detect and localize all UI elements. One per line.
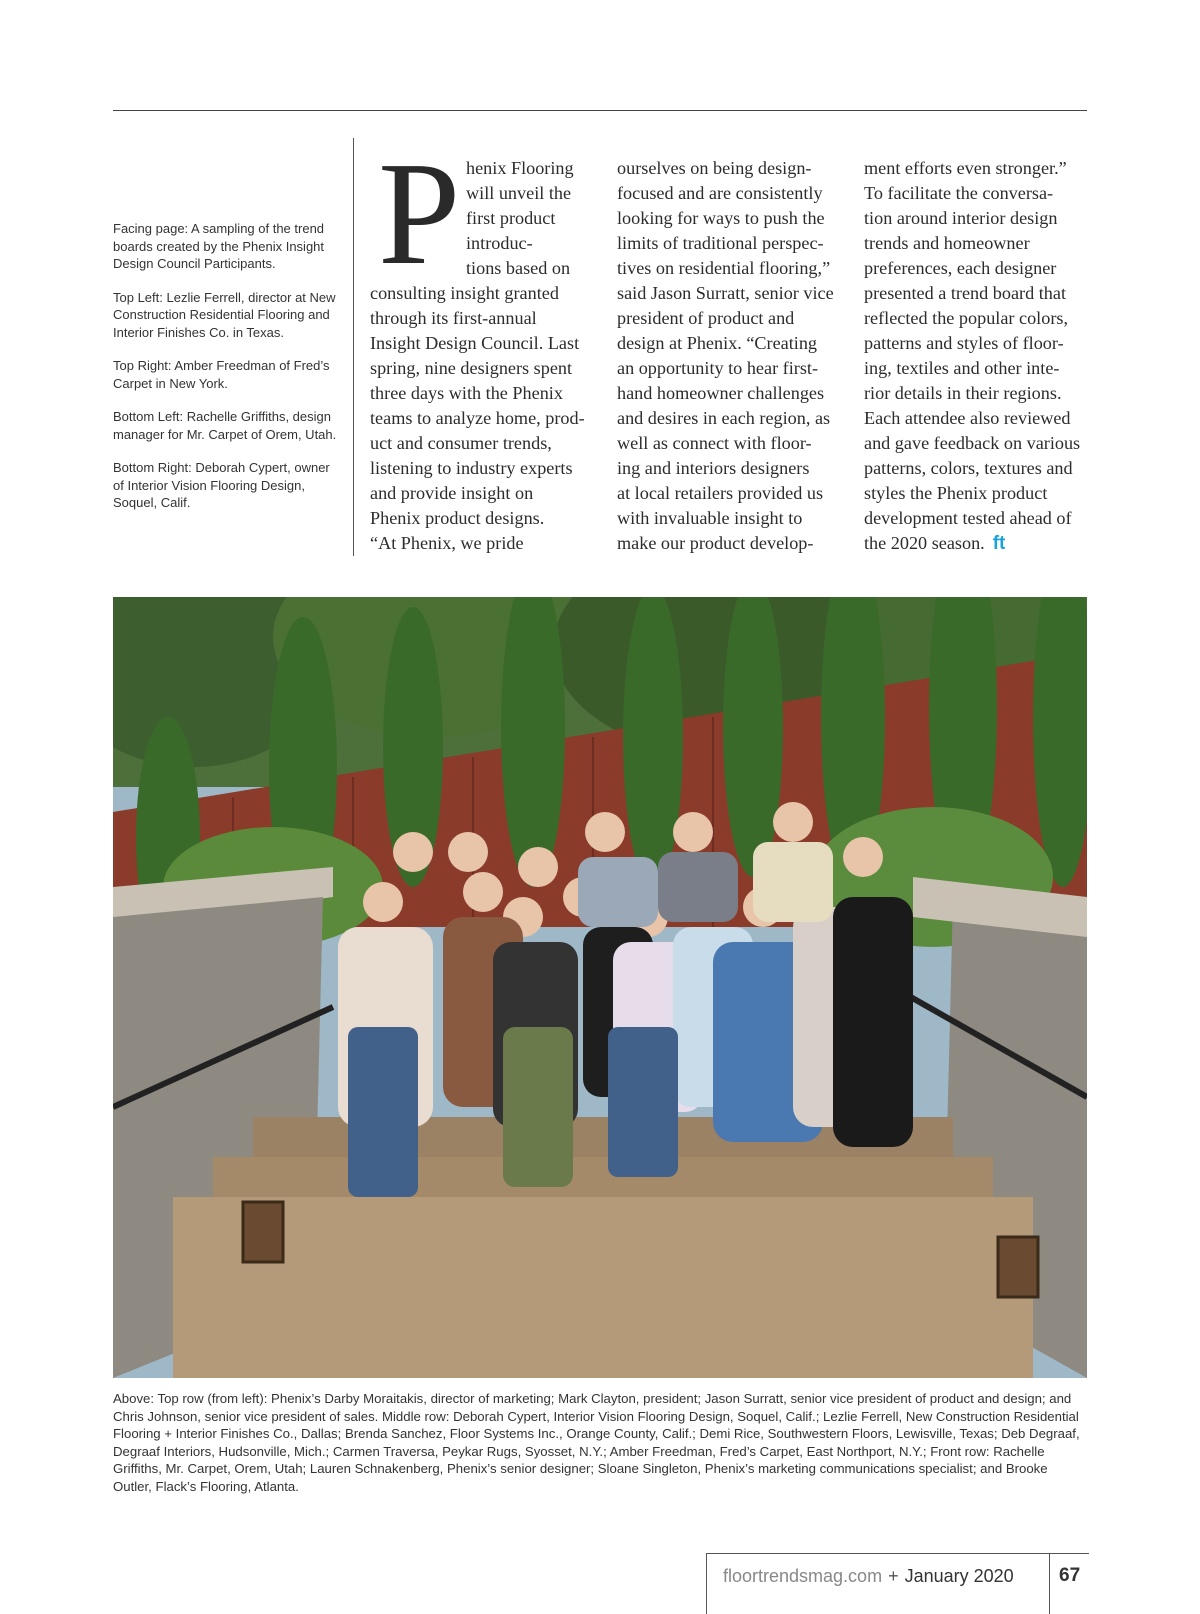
page-number: 67 xyxy=(1059,1565,1081,1586)
article-column-3-text: ment efforts even stronger.” To facilitate the conversa- tion around interior design trends and homeowner preferences, each designer presented a trend board that reflected the popular colors, patterns and styles of floor- ing, textiles and other inte- rior details in their regions. Each attendee also reviewed and gave feedback on various patterns, colors, textures and styles the Phenix product development tested ahead of the 2020 season. xyxy=(864,158,1081,553)
footer-site-date xyxy=(723,1566,1014,1587)
lantern-left xyxy=(243,1202,283,1262)
article-column-1-top: henix Flooring will unveil the first product introduc- tions based on xyxy=(466,158,574,278)
top-rule xyxy=(113,110,1087,111)
footer-divider xyxy=(1049,1554,1050,1614)
article-column-3 xyxy=(864,156,1096,556)
article-column-1-bottom: consulting insight granted through its first-annual Insight Design Council. Last spring, nine designers spent three days with the Phenix teams to analyze home, prod- uct and consumer trends, listening to industry experts and provide insight on Phenix product designs. “At Phenix, we pride xyxy=(370,283,585,553)
end-mark-logo: ft xyxy=(992,533,1006,554)
sidebar-caption-top-right: Top Right: Amber Freedman of Fred’s Carpet in New York. xyxy=(113,358,330,391)
page-footer xyxy=(706,1553,1089,1614)
article-column-2: ourselves on being design- focused and are consistently looking for ways to push the limits of traditional perspec- tives on residential flooring,” said Jason Surratt, senior vice president of product and design at Phenix. “Creating an opportunity to hear first- hand homeowner challenges and desires in each region, as well as connect with floor- ing and interiors designers at local retailers provided us with invaluable insight to make our product develop- xyxy=(617,158,834,553)
lantern-right xyxy=(998,1237,1038,1297)
footer-site: floortrendsmag.com xyxy=(723,1566,883,1586)
sidebar-caption-top-left: Top Left: Lezlie Ferrell, director at New Construction Residential Flooring and Interior Finishes Co. in Texas. xyxy=(113,289,336,340)
sidebar-caption-bottom-left: Bottom Left: Rachelle Griffiths, design manager for Mr. Carpet of Orem, Utah. xyxy=(113,409,337,442)
column-divider xyxy=(353,138,354,556)
sidebar-caption-bottom-right: Bottom Right: Deborah Cypert, owner of Interior Vision Flooring Design, Soquel, Calif. xyxy=(113,460,330,510)
photo-caption: Above: Top row (from left): Phenix’s Darby Moraitakis, director of marketing; Mark Clayton, president; Jason Surratt, senior vice president of product and design; and Chris Johnson, senior vice president of sales. Middle row: Deborah Cypert, Interior Vision Flooring Design, Soquel, Calif.; Lezlie Ferrell, New Construction Residential Flooring + Interior Finishes Co., Dallas; Brenda Sanchez, Floor Systems Inc., Orange County, Calif.; Demi Rice, Southwestern Floors, Lewisville, Texas; Deb Degraaf, Degraaf Interiors, Hudsonville, Mich.; Carmen Traversa, Peykar Rugs, Syosset, N.Y.; Amber Freedman, Fred’s Carpet, East Northport, N.Y.; Front row: Rachelle Griffiths, Mr. Carpet, Orem, Utah; Lauren Schnakenberg, Phenix’s senior designer; Sloane Singleton, Phenix’s marketing communications specialist; and Brooke Outler, Flack’s Flooring, Atlanta. xyxy=(113,1391,1080,1494)
footer-separator: + xyxy=(888,1566,899,1586)
sidebar-captions xyxy=(113,220,341,528)
drop-cap: P xyxy=(378,132,461,296)
group-photo xyxy=(113,597,1087,1378)
group-photo-illustration xyxy=(113,597,1087,1378)
sidebar-caption-facing-page: Facing page: A sampling of the trend boards created by the Phenix Insight Design Council Participants. xyxy=(113,221,325,271)
footer-date: January 2020 xyxy=(904,1566,1014,1586)
stone-steps xyxy=(173,1197,1033,1378)
